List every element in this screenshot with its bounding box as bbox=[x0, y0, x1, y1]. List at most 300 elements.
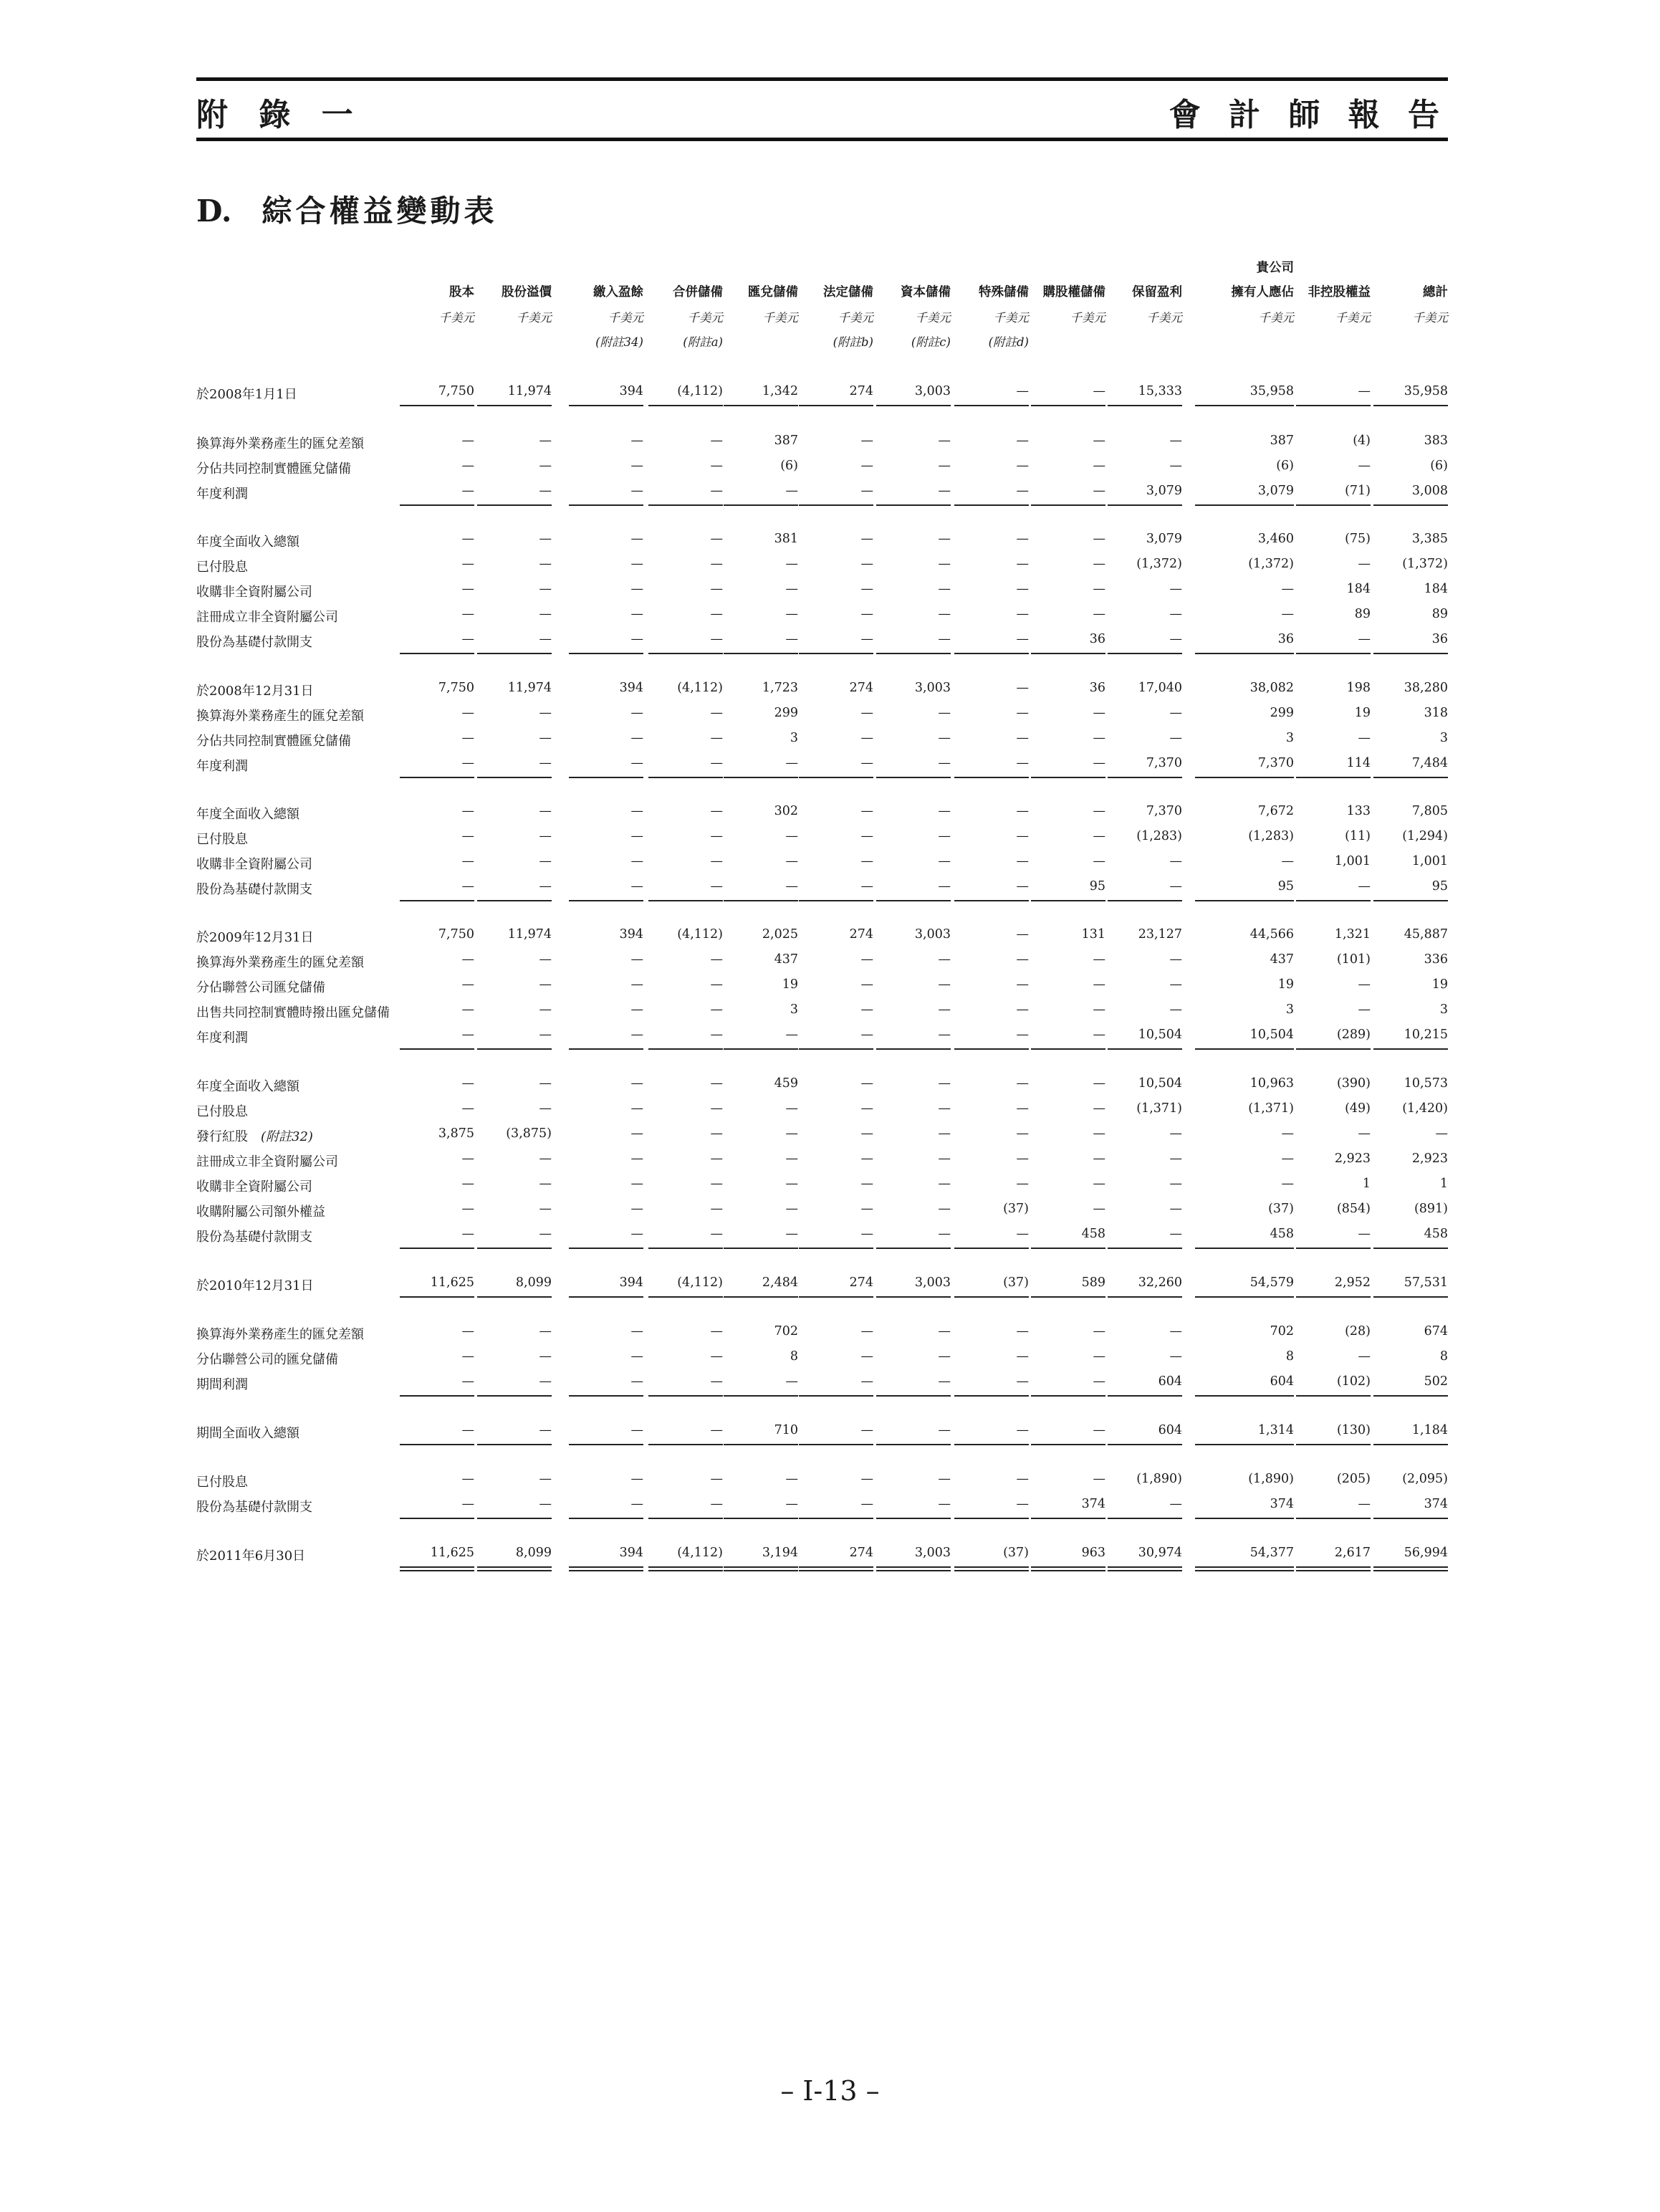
table-cell: 2,617 bbox=[1334, 1546, 1371, 1560]
table-cell: — bbox=[860, 706, 873, 720]
table-cell: (1,372) bbox=[1402, 557, 1448, 571]
table-cell: (2,095) bbox=[1402, 1472, 1448, 1486]
table-cell: 702 bbox=[774, 1324, 798, 1339]
underline bbox=[1031, 1444, 1105, 1445]
row-label-text: 於2008年12月31日 bbox=[196, 684, 314, 699]
column-header: 購股權儲備 bbox=[1042, 285, 1105, 300]
table-cell: — bbox=[1169, 1177, 1182, 1191]
underline bbox=[799, 1518, 873, 1519]
underline bbox=[1108, 405, 1182, 406]
row-label-text: 註冊成立非全資附屬公司 bbox=[196, 1154, 338, 1169]
table-cell: — bbox=[1281, 1152, 1294, 1166]
table-cell: 2,952 bbox=[1334, 1275, 1371, 1290]
row-label bbox=[196, 1076, 299, 1095]
table-cell: — bbox=[1093, 952, 1105, 967]
table-cell: — bbox=[630, 1202, 643, 1216]
table-cell: — bbox=[1093, 459, 1105, 473]
table-cell: — bbox=[785, 1374, 798, 1389]
table-cell: — bbox=[461, 854, 474, 868]
underline bbox=[477, 1296, 552, 1298]
underline bbox=[1373, 1444, 1448, 1445]
table-cell: — bbox=[461, 1374, 474, 1389]
table-cell: — bbox=[630, 804, 643, 818]
row-label-text: 已付股息 bbox=[196, 832, 248, 847]
table-cell: 1,184 bbox=[1411, 1423, 1448, 1437]
double-underline bbox=[799, 1566, 873, 1571]
underline bbox=[799, 653, 873, 654]
double-underline bbox=[477, 1566, 552, 1571]
double-underline bbox=[1373, 1566, 1448, 1571]
table-cell: — bbox=[938, 854, 951, 868]
table-cell: 3,008 bbox=[1411, 484, 1448, 498]
row-label bbox=[196, 607, 338, 626]
report-title: 會 計 師 報 告 bbox=[1169, 97, 1448, 133]
row-label-text: 年度全面收入總額 bbox=[196, 1079, 299, 1094]
column-header: 擁有人應佔 bbox=[1231, 285, 1294, 300]
table-cell: — bbox=[1281, 582, 1294, 596]
double-underline bbox=[1296, 1566, 1371, 1571]
table-cell: 35,958 bbox=[1249, 384, 1294, 398]
table-cell: 274 bbox=[849, 927, 873, 942]
row-label-text: 已付股息 bbox=[196, 1475, 248, 1490]
table-cell: (101) bbox=[1336, 952, 1371, 967]
underline bbox=[1031, 777, 1105, 778]
underline bbox=[648, 1444, 723, 1445]
table-cell: — bbox=[860, 1423, 873, 1437]
row-label bbox=[196, 879, 312, 898]
underline bbox=[648, 1048, 723, 1050]
underline bbox=[1195, 504, 1294, 506]
table-cell: — bbox=[630, 1177, 643, 1191]
table-cell: — bbox=[938, 607, 951, 621]
table-cell: — bbox=[860, 1002, 873, 1017]
section-title bbox=[196, 188, 498, 231]
table-cell: — bbox=[1093, 1177, 1105, 1191]
table-cell: 1,342 bbox=[762, 384, 798, 398]
table-cell: 89 bbox=[1354, 607, 1371, 621]
table-cell: 374 bbox=[1270, 1497, 1294, 1511]
underline bbox=[1373, 405, 1448, 406]
table-cell: — bbox=[461, 484, 474, 498]
table-cell: — bbox=[1358, 1227, 1371, 1241]
underline bbox=[876, 504, 951, 506]
table-cell: — bbox=[785, 484, 798, 498]
table-cell: — bbox=[1016, 384, 1029, 398]
table-cell: — bbox=[710, 1202, 723, 1216]
table-cell: — bbox=[938, 1423, 951, 1437]
table-cell: — bbox=[938, 1374, 951, 1389]
table-cell: — bbox=[539, 434, 552, 448]
underline bbox=[1373, 504, 1448, 506]
table-cell: 589 bbox=[1081, 1275, 1105, 1290]
underline bbox=[876, 1444, 951, 1445]
table-cell: — bbox=[938, 459, 951, 473]
table-cell: 7,484 bbox=[1411, 756, 1448, 770]
table-cell: 3,385 bbox=[1411, 532, 1448, 546]
table-cell: — bbox=[630, 459, 643, 473]
table-cell: — bbox=[785, 607, 798, 621]
table-cell: 458 bbox=[1081, 1227, 1105, 1241]
table-cell: — bbox=[710, 582, 723, 596]
table-cell: — bbox=[1016, 879, 1029, 894]
table-cell: 133 bbox=[1346, 804, 1371, 818]
underline bbox=[724, 1296, 798, 1298]
table-cell: — bbox=[1093, 582, 1105, 596]
table-cell: — bbox=[1093, 1002, 1105, 1017]
row-label-text: 年度利潤 bbox=[196, 487, 248, 502]
row-label-text: 股份為基礎付款開支 bbox=[196, 882, 312, 897]
table-cell: (4,112) bbox=[677, 927, 723, 942]
table-cell: (891) bbox=[1414, 1202, 1448, 1216]
table-cell: — bbox=[461, 804, 474, 818]
row-label-text: 期間利潤 bbox=[196, 1377, 248, 1392]
table-cell: — bbox=[938, 1076, 951, 1091]
row-label bbox=[196, 1324, 364, 1343]
row-label-text: 於2011年6月30日 bbox=[196, 1548, 306, 1564]
table-cell: 11,974 bbox=[507, 384, 552, 398]
table-cell: — bbox=[630, 607, 643, 621]
table-cell: 11,625 bbox=[430, 1275, 474, 1290]
row-label bbox=[196, 829, 248, 848]
underline bbox=[1031, 900, 1105, 901]
table-cell: — bbox=[938, 1472, 951, 1486]
table-cell: — bbox=[1093, 384, 1105, 398]
table-cell: — bbox=[1169, 854, 1182, 868]
table-cell: — bbox=[1093, 706, 1105, 720]
table-cell: 7,750 bbox=[438, 681, 474, 695]
table-cell: — bbox=[1281, 1126, 1294, 1141]
row-label bbox=[196, 927, 314, 946]
table-cell: — bbox=[1093, 977, 1105, 992]
row-label-text: 分佔聯營公司匯兌儲備 bbox=[196, 980, 325, 995]
table-cell: — bbox=[1016, 706, 1029, 720]
table-cell: — bbox=[710, 1126, 723, 1141]
section-code: D. bbox=[196, 193, 232, 229]
column-header: 股本 bbox=[449, 285, 474, 300]
table-cell: — bbox=[785, 1101, 798, 1116]
table-cell: — bbox=[938, 1349, 951, 1364]
underline bbox=[876, 1518, 951, 1519]
underline bbox=[876, 405, 951, 406]
underline bbox=[799, 1296, 873, 1298]
table-cell: 35,958 bbox=[1404, 384, 1448, 398]
table-cell: — bbox=[860, 952, 873, 967]
table-cell: — bbox=[938, 1126, 951, 1141]
table-cell: — bbox=[785, 854, 798, 868]
table-cell: — bbox=[1358, 557, 1371, 571]
table-cell: 604 bbox=[1158, 1374, 1182, 1389]
underline bbox=[1373, 1296, 1448, 1298]
underline bbox=[569, 1518, 643, 1519]
table-cell: — bbox=[1169, 706, 1182, 720]
table-cell: — bbox=[1016, 434, 1029, 448]
table-cell: — bbox=[1281, 607, 1294, 621]
table-cell: — bbox=[860, 829, 873, 843]
table-cell: — bbox=[1093, 484, 1105, 498]
underline bbox=[1108, 1296, 1182, 1298]
row-label bbox=[196, 557, 248, 575]
table-cell: 381 bbox=[774, 532, 798, 546]
table-cell: (854) bbox=[1336, 1202, 1371, 1216]
table-cell: — bbox=[539, 557, 552, 571]
table-cell: — bbox=[1169, 582, 1182, 596]
table-cell: — bbox=[630, 952, 643, 967]
table-cell: 30,974 bbox=[1138, 1546, 1182, 1560]
table-cell: — bbox=[710, 1177, 723, 1191]
underline bbox=[648, 1518, 723, 1519]
underline bbox=[477, 504, 552, 506]
underline bbox=[400, 1248, 474, 1249]
underline bbox=[1108, 504, 1182, 506]
table-cell: — bbox=[630, 1472, 643, 1486]
table-cell: (49) bbox=[1345, 1101, 1371, 1116]
table-cell: 2,025 bbox=[762, 927, 798, 942]
table-cell: — bbox=[1358, 879, 1371, 894]
table-cell: — bbox=[1093, 804, 1105, 818]
table-cell: — bbox=[860, 1497, 873, 1511]
table-cell: 54,579 bbox=[1249, 1275, 1294, 1290]
table-cell: — bbox=[1358, 459, 1371, 473]
row-label-text: 換算海外業務產生的匯兌差額 bbox=[196, 709, 364, 724]
table-cell: 36 bbox=[1431, 632, 1448, 646]
underline bbox=[954, 1048, 1029, 1050]
table-cell: 3 bbox=[1439, 1002, 1448, 1017]
table-cell: — bbox=[1016, 756, 1029, 770]
underline bbox=[1031, 1048, 1105, 1050]
table-cell: 32,260 bbox=[1138, 1275, 1182, 1290]
underline bbox=[400, 653, 474, 654]
row-label bbox=[196, 706, 364, 724]
table-cell: — bbox=[539, 731, 552, 745]
table-cell: — bbox=[1169, 1152, 1182, 1166]
table-cell: — bbox=[938, 1202, 951, 1216]
table-cell: — bbox=[710, 1472, 723, 1486]
table-cell: — bbox=[710, 1101, 723, 1116]
table-cell: — bbox=[860, 731, 873, 745]
row-label bbox=[196, 1227, 312, 1245]
table-cell: 11,974 bbox=[507, 927, 552, 942]
table-cell: — bbox=[785, 1227, 798, 1241]
table-cell: — bbox=[461, 977, 474, 992]
table-cell: 8,099 bbox=[515, 1275, 552, 1290]
underline bbox=[1108, 1048, 1182, 1050]
underline bbox=[1296, 405, 1371, 406]
underline bbox=[1108, 777, 1182, 778]
table-cell: — bbox=[461, 1472, 474, 1486]
underline bbox=[1108, 1248, 1182, 1249]
table-cell: — bbox=[1358, 632, 1371, 646]
column-header: 合併儲備 bbox=[673, 285, 723, 300]
row-label-text: 於2009年12月31日 bbox=[196, 930, 314, 945]
table-cell: (1,890) bbox=[1136, 1472, 1182, 1486]
table-cell: — bbox=[539, 829, 552, 843]
table-cell: 10,504 bbox=[1249, 1028, 1294, 1042]
row-label-text: 於2010年12月31日 bbox=[196, 1278, 314, 1293]
underline bbox=[648, 777, 723, 778]
table-cell: — bbox=[1093, 532, 1105, 546]
table-cell: — bbox=[1169, 1324, 1182, 1339]
row-label bbox=[196, 632, 312, 651]
table-cell: — bbox=[539, 1324, 552, 1339]
underline bbox=[1108, 1518, 1182, 1519]
underline bbox=[400, 900, 474, 901]
table-cell: — bbox=[461, 879, 474, 894]
table-cell: 11,625 bbox=[430, 1546, 474, 1560]
header-bottom-rule bbox=[196, 138, 1448, 141]
table-cell: (390) bbox=[1336, 1076, 1371, 1091]
table-cell: 8 bbox=[1285, 1349, 1294, 1364]
table-cell: — bbox=[1169, 952, 1182, 967]
table-cell: (1,371) bbox=[1136, 1101, 1182, 1116]
table-cell: — bbox=[710, 1324, 723, 1339]
row-label bbox=[196, 1546, 305, 1564]
underline bbox=[876, 1048, 951, 1050]
table-cell: 7,750 bbox=[438, 384, 474, 398]
table-cell: 3,003 bbox=[914, 681, 951, 695]
table-cell: — bbox=[539, 582, 552, 596]
table-cell: — bbox=[938, 484, 951, 498]
table-cell: — bbox=[1016, 1028, 1029, 1042]
table-cell: — bbox=[1016, 927, 1029, 942]
table-cell: — bbox=[630, 557, 643, 571]
table-cell: 38,280 bbox=[1404, 681, 1448, 695]
underline bbox=[1108, 653, 1182, 654]
table-cell: (1,294) bbox=[1402, 829, 1448, 843]
table-cell: (11) bbox=[1345, 829, 1371, 843]
table-cell: — bbox=[461, 582, 474, 596]
column-unit: 千美元 bbox=[1412, 311, 1448, 325]
table-cell: — bbox=[1358, 1002, 1371, 1017]
table-cell: — bbox=[1016, 582, 1029, 596]
table-cell: — bbox=[461, 1227, 474, 1241]
column-header: 總計 bbox=[1423, 285, 1448, 300]
column-unit: 千美元 bbox=[1070, 311, 1105, 325]
table-cell: — bbox=[1093, 607, 1105, 621]
underline bbox=[400, 777, 474, 778]
table-cell: — bbox=[1093, 1202, 1105, 1216]
table-cell: — bbox=[710, 756, 723, 770]
table-cell: 17,040 bbox=[1138, 681, 1182, 695]
table-cell: 44,566 bbox=[1249, 927, 1294, 942]
table-cell: (1,890) bbox=[1248, 1472, 1294, 1486]
underline bbox=[724, 1048, 798, 1050]
table-cell: — bbox=[860, 1349, 873, 1364]
table-cell: — bbox=[938, 1002, 951, 1017]
table-cell: — bbox=[539, 1423, 552, 1437]
table-cell: — bbox=[461, 756, 474, 770]
table-cell: — bbox=[1016, 1076, 1029, 1091]
table-cell: — bbox=[785, 829, 798, 843]
table-cell: — bbox=[461, 532, 474, 546]
table-cell: — bbox=[539, 1349, 552, 1364]
underline bbox=[799, 405, 873, 406]
table-cell: — bbox=[539, 1497, 552, 1511]
row-label bbox=[196, 804, 299, 823]
table-cell: (1,371) bbox=[1248, 1101, 1294, 1116]
underline bbox=[648, 1296, 723, 1298]
table-cell: — bbox=[539, 977, 552, 992]
row-label-text: 年度利潤 bbox=[196, 759, 248, 774]
row-label-text: 年度全面收入總額 bbox=[196, 807, 299, 822]
table-cell: — bbox=[710, 484, 723, 498]
table-cell: — bbox=[630, 1349, 643, 1364]
table-cell: — bbox=[630, 1076, 643, 1091]
row-label bbox=[196, 434, 364, 452]
table-cell: — bbox=[860, 607, 873, 621]
table-cell: — bbox=[539, 484, 552, 498]
table-cell: 10,215 bbox=[1404, 1028, 1448, 1042]
table-cell: — bbox=[710, 632, 723, 646]
table-cell: 387 bbox=[1270, 434, 1294, 448]
underline bbox=[1195, 1248, 1294, 1249]
underline bbox=[400, 1444, 474, 1445]
table-cell: 394 bbox=[619, 1546, 643, 1560]
underline bbox=[724, 504, 798, 506]
table-cell: — bbox=[1169, 1227, 1182, 1241]
underline bbox=[648, 900, 723, 901]
table-cell: 19 bbox=[1354, 706, 1371, 720]
row-label bbox=[196, 977, 325, 996]
table-cell: 89 bbox=[1431, 607, 1448, 621]
table-cell: — bbox=[710, 829, 723, 843]
underline bbox=[954, 1248, 1029, 1249]
table-cell: — bbox=[938, 731, 951, 745]
underline bbox=[1195, 653, 1294, 654]
table-cell: — bbox=[785, 1177, 798, 1191]
column-header: 非控股權益 bbox=[1308, 285, 1371, 300]
row-label bbox=[196, 1202, 325, 1220]
underline bbox=[1373, 1395, 1448, 1397]
table-cell: — bbox=[860, 1076, 873, 1091]
row-label-text: 期間全面收入總額 bbox=[196, 1426, 299, 1441]
underline bbox=[1296, 1518, 1371, 1519]
table-cell: 184 bbox=[1346, 582, 1371, 596]
underline bbox=[1296, 504, 1371, 506]
table-cell: (3,875) bbox=[506, 1126, 552, 1141]
table-cell: — bbox=[1281, 854, 1294, 868]
table-cell: — bbox=[539, 756, 552, 770]
underline bbox=[648, 1248, 723, 1249]
column-unit: 千美元 bbox=[1146, 311, 1182, 325]
underline bbox=[876, 900, 951, 901]
table-cell: — bbox=[539, 632, 552, 646]
table-cell: — bbox=[860, 879, 873, 894]
table-cell: — bbox=[461, 1423, 474, 1437]
table-cell: — bbox=[785, 1028, 798, 1042]
table-cell: 387 bbox=[774, 434, 798, 448]
column-note: (附註c) bbox=[911, 335, 951, 349]
table-cell: — bbox=[860, 632, 873, 646]
table-cell: — bbox=[1016, 1177, 1029, 1191]
table-cell: — bbox=[1358, 731, 1371, 745]
table-cell: — bbox=[1169, 1497, 1182, 1511]
table-cell: (37) bbox=[1003, 1275, 1029, 1290]
table-cell: — bbox=[1093, 1349, 1105, 1364]
table-cell: 1,314 bbox=[1257, 1423, 1294, 1437]
table-cell: — bbox=[1093, 1152, 1105, 1166]
table-cell: — bbox=[1093, 557, 1105, 571]
underline bbox=[1195, 1518, 1294, 1519]
table-cell: 674 bbox=[1424, 1324, 1448, 1339]
underline bbox=[799, 1248, 873, 1249]
table-cell: — bbox=[1358, 1497, 1371, 1511]
underline bbox=[876, 777, 951, 778]
table-cell: 10,963 bbox=[1249, 1076, 1294, 1091]
table-cell: — bbox=[785, 879, 798, 894]
underline bbox=[400, 1395, 474, 1397]
table-cell: 394 bbox=[619, 681, 643, 695]
column-unit: 千美元 bbox=[1258, 311, 1294, 325]
